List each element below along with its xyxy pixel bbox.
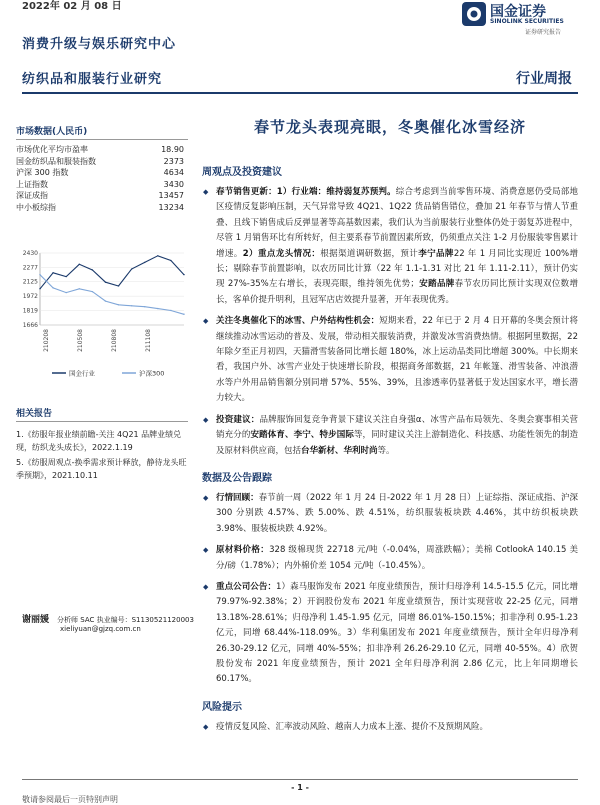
main-content [202,116,578,741]
market-label: 市场优化平均市盈率 [16,145,88,154]
bold-text: 台华新材、华利时尚 [301,445,378,456]
data-point [157,255,158,256]
body-text: 疫情反复风险、汇率波动风险、越南人力成本上涨、提价不及预期风险。 [216,721,489,732]
market-row [16,156,188,168]
related-reports [16,406,188,484]
paragraph-sales-update [202,185,578,308]
market-value: 4634 [163,168,184,177]
body-text: 短期来看，22 年已于 2 月 4 日开幕的冬奥会预计将继续推动冰雪运动的普及、发展，带动相关服装消费，并激发冰雪消费热情。根据阿里数据，22 年除夕至正月初四，天猫滑雪装备同比增长超 180%，冰上运动品类同比增超 300%。中长期来看，我国户外、冰雪产业处于快速增长阶段，根据商务部数据，21 年帐篷、滑雪装备、冲浪潜水等户外用品销售额分别同增 57%、55%、39%，且渗透率仍显著低于发达国家水平，增长潜力较大。 [216,316,578,404]
report-date: 2022年 02 月 08 日 [22,1,122,12]
y-tick-label: 1666 [22,322,38,329]
footer-disclaimer: 敬请参阅最后一页特别声明 [22,795,118,804]
market-label: 国金纺织品和服装指数 [16,156,96,166]
legend-label: 国金行业 [69,369,95,378]
body-text: 328 级棉现货 22718 元/吨（-0.04%，周涨跌幅）；美棉 CotlookA 140.15 美分/磅（1.78%）；内外棉价差 1054 元/吨（-10.45%）。 [216,545,578,571]
market-label: 沪深 300 指数 [16,168,69,177]
logo-icon-core [471,11,478,18]
related-item[interactable]: 5.《纺服周观点-换季需求预计释放，静待龙头旺季预期》，2021.10.11 [16,458,187,480]
x-tick-label: 211108 [145,329,152,352]
paragraph-investment-advice [202,413,578,459]
related-title: 相关报告 [16,406,188,422]
bold-text: 春节销售更新：1）行业端：维持弱复苏预判。 [216,187,396,197]
data-point [131,268,132,269]
industry-name: 纺织品和服装行业研究 [22,72,163,87]
market-label: 深证成指 [16,191,48,200]
paragraph-risks [202,720,578,735]
data-point [144,262,145,263]
data-point [105,282,106,283]
x-tick-label: 210808 [111,329,118,352]
market-row [16,202,188,214]
body-text: 春节前一周（2022 年 1 月 24 日-2022 年 1 月 28 日）上证综指、深证成指、沪深 300 分别跌 4.57%、跌 5.00%、跌 4.51%，纺织服装板块跌 4.46%，其中纺织板块跌 3.98%、服装板块跌 4.92%。 [216,492,578,534]
market-row [16,190,188,202]
y-tick-label: 2125 [22,278,38,286]
x-tick-label: 210208 [43,329,50,352]
data-point [118,304,119,305]
y-tick-label: 1972 [22,293,38,301]
market-value: 13457 [158,191,184,200]
paragraph-raw-materials [202,543,578,574]
market-label: 上证指数 [16,179,48,189]
data-point [52,287,53,288]
x-tick-label: 210508 [77,329,84,352]
bold-text: 投资建议： [216,414,260,425]
footer-divider [22,779,578,780]
header-divider [22,92,578,94]
data-point [131,305,132,306]
bold-text: 行情回顾： [216,492,259,503]
y-tick-label: 1819 [22,307,38,315]
market-row [16,167,188,179]
y-tick-label: 2277 [22,264,38,272]
bold-text: 2）重点龙头情况： [242,248,321,259]
data-point [65,292,66,293]
data-point [144,306,145,307]
logo-name-en: SINOLINK SECURITIES [490,18,564,25]
market-row [16,179,188,191]
paragraph-winter-olympics [202,314,578,406]
research-center: 消费升级与娱乐研究中心 [22,37,177,52]
report-type: 行业周报 [516,71,572,87]
data-point [105,300,106,301]
market-value: 2373 [163,156,184,166]
legend-label: 沪深300 [139,369,165,378]
market-value: 3430 [163,179,184,189]
analyst-name: 谢丽媛 [22,615,50,625]
bold-text: 关注冬奥催化下的冰雪、户外结构性机会： [216,316,380,327]
data-point [183,274,184,275]
data-point [92,291,93,292]
data-point [157,308,158,309]
market-value: 13234 [158,202,184,212]
page-number: - 1 - [291,783,309,792]
data-point [39,274,40,275]
analyst-email[interactable]: xieliyuan@gjzq.com.cn [60,625,141,633]
y-tick-label: 2430 [22,250,38,257]
section-heading: 数据及公告跟踪 [202,472,272,484]
market-data-title: 市场数据(人民币) [16,124,188,140]
body-text: 等，同时建议关注上游制造化、科技感、功能性领先的制造及原材料供应商，包括 [216,430,578,456]
data-point [79,264,80,265]
body-text: 等。 [377,445,395,456]
body-text: 品牌服饰回复竞争背景下建议关注自身强α、冰雪产品布局领先、冬奥会赛事相关营销充分的 [216,414,578,441]
bold-text: 重点公司公告： [216,581,277,592]
index-line-chart [16,245,188,405]
market-row [16,144,188,156]
section-heading: 周观点及投资建议 [202,167,282,178]
data-point [52,272,53,273]
section-heading: 风险提示 [202,701,242,713]
series-line [40,275,184,315]
bold-text: 安踏品牌 [418,279,455,290]
data-point [39,288,40,289]
series-line [40,256,184,289]
body-text: 春节农历同比预计实现双位数增长，客单价提升明利，且冠军店店效提升显著，开年表现优秀。 [216,279,578,305]
report-title: 春节龙头表现亮眼，冬奥催化冰雪经济 [253,118,526,136]
body-text: 1）森马服饰发布 2021 年度业绩预告，预计归母净利 14.5-15.5 亿元，同比增 79.97%-92.38%；2）开润股份发布 2021 年度业绩预告，预计实现营收 22-25 亿元，同增 13.18%-28.61%；归母净利 1.45-1.95 亿元，同增 86.01%-150.15%；扣非净利 0.95-1.23 亿元，同增 68.44%-118.09%。3）华利集团发布 2021 年度业绩预告，预计全年归母净利 26.30-29.12 亿元，同增 40%-55%；扣非净利 26.26-29.10 亿元，同增 40-55%。4）欣贺股份发布 2021 年度业绩预告，预计 2021 全年归母净利润 2.86 亿元，比上年同期增长 60.17%。 [216,581,578,685]
data-point [92,269,93,270]
bold-text: 安踏体育、李宁、特步国际 [250,430,354,441]
data-point [118,285,119,286]
data-point [170,260,171,261]
analyst-info: 分析师 SAC 执业编号：S1130521120003 [57,616,194,624]
body-text: 综合考虑到当前零售环境、消费意愿仍受局部地区疫情反复影响压制，天气异常导致 4Q21、1Q22 货品销售错位，叠加 21 年春节与情人节重叠、且线下销售成后反弹显著等高基数因素，我们认为当前服装行业整体仍处于弱复苏进程中，尽管 1 月销售环比有所转好，但主要系春节前置因素所致，仍须重点关注 1-2 月份服装零售累计增速。 [216,187,578,259]
data-point [183,314,184,315]
market-data-panel [16,124,188,213]
body-text: 22 年 1 月同比实现近 100%增长；剔除春节前置影响，以农历同比计算（22 年 1.1-1.31 对比 21 年 1.11-2.11），预计仍实现 27%-35%左右增长，表现亮眼，维持领先优势； [216,248,578,290]
data-point [79,288,80,289]
analyst-block [22,612,197,633]
market-label: 中小板综指 [16,202,56,212]
related-item[interactable]: 1.《纺服年报业绩前瞻-关注 4Q21 品牌业绩兑现，纺织龙头成长》，2022.1.19 [16,430,182,452]
body-text: 根据渠道调研数据，预计 [320,248,419,259]
paragraph-company-announcements [202,580,578,688]
logo-tagline: 证券研究报告 [525,29,562,36]
market-value: 18.90 [161,145,184,154]
paragraph-market-review [202,491,578,537]
data-point [170,310,171,311]
data-point [65,276,66,277]
bold-text: 原材料价格： [216,545,270,556]
bold-text: 李宁品牌 [418,248,454,259]
logo-name-cn: 国金证券 [490,4,546,20]
